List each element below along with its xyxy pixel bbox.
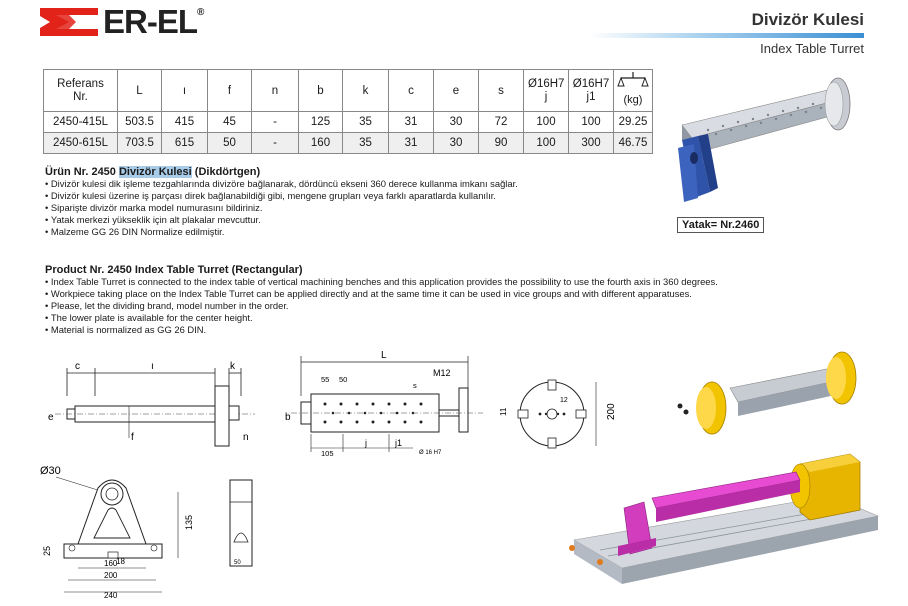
table-cell: -: [252, 133, 299, 154]
product-photo: [668, 70, 868, 210]
table-cell: -: [252, 112, 299, 133]
col-b: b: [299, 70, 343, 112]
table-cell: 35: [343, 133, 389, 154]
dim-k: k: [230, 361, 235, 372]
turkish-title-highlight: Divizör Kulesi: [118, 166, 192, 178]
turkish-title: [45, 166, 665, 178]
dim-j: j: [365, 438, 367, 448]
registered-mark: ®: [197, 7, 204, 18]
table-cell: 2450-415L: [44, 112, 118, 133]
dim-j1: j1: [395, 438, 403, 448]
turkish-bullets: [45, 178, 665, 238]
dim-11: 11: [499, 407, 508, 416]
col-L: L: [118, 70, 162, 112]
list-item: • Workpiece taking place on the Index Table Turret can be applied directly and at the same time it can be used in vice groups and with different apparatuses.: [45, 288, 865, 300]
top-view-drawing: [283, 348, 493, 460]
dim-c: c: [75, 361, 80, 372]
table-cell: 415: [162, 112, 208, 133]
bearing-reference-label: Yatak= Nr.2460: [677, 217, 764, 233]
table-cell: 2450-615L: [44, 133, 118, 154]
col-weight: [614, 70, 653, 112]
list-item: • Index Table Turret is connected to the index table of vertical machining benches and this application provides the possibility to use the fourth axis in 360 degrees.: [45, 276, 865, 288]
table-cell: 100: [524, 112, 569, 133]
table-cell: 703.5: [118, 133, 162, 154]
table-cell: 29.25: [614, 112, 653, 133]
bearing-front-drawing: [38, 462, 198, 600]
dim-200: 200: [606, 403, 617, 420]
dim-50: 50: [339, 375, 348, 384]
dim-240: 240: [104, 591, 118, 600]
dim-n: n: [243, 432, 249, 443]
list-item: • Siparişte divizör marka model numurasını bildiriniz.: [45, 202, 665, 214]
col-c: c: [389, 70, 434, 112]
col-j1: Ø16H7 j1: [569, 70, 614, 112]
dim-55: 55: [321, 375, 330, 384]
col-l: ı: [162, 70, 208, 112]
english-bullets: [45, 276, 865, 336]
dim-50b: 50: [234, 560, 241, 566]
dim-m12: M12: [433, 368, 451, 378]
table-cell: 50: [208, 133, 252, 154]
table-cell: 125: [299, 112, 343, 133]
list-item: • Malzeme GG 26 DIN Normalize edilmiştir.: [45, 226, 665, 238]
table-row: [44, 133, 653, 154]
table-cell: 300: [569, 133, 614, 154]
weight-unit: (kg): [623, 94, 643, 106]
dim-f: f: [131, 432, 134, 443]
turkish-title-suffix: (Dikdörtgen): [191, 166, 261, 178]
table-cell: 100: [569, 112, 614, 133]
table-cell: 100: [524, 133, 569, 154]
end-view-drawing: [496, 374, 617, 460]
turkish-title-prefix: Ürün Nr. 2450: [45, 166, 119, 178]
dim-L: L: [381, 350, 387, 361]
dim-h7: Ø 16 H7: [419, 450, 442, 456]
turkish-description: [45, 166, 665, 238]
brand-name: ER-EL: [103, 3, 197, 40]
dim-200b: 200: [104, 571, 118, 580]
side-view-drawing: [45, 356, 265, 456]
dim-135: 135: [184, 514, 194, 530]
table-cell: 31: [389, 112, 434, 133]
col-s: s: [479, 70, 524, 112]
table-cell: 30: [434, 133, 479, 154]
brand-logo-mark: [40, 8, 98, 36]
dim-s: s: [413, 381, 417, 390]
english-description: [45, 264, 865, 336]
title-accent-bar: [590, 33, 864, 38]
dim-d30: Ø30: [40, 465, 61, 477]
dim-b: b: [285, 412, 291, 423]
dim-105: 105: [321, 449, 334, 458]
table-cell: 503.5: [118, 112, 162, 133]
table-cell: 46.75: [614, 133, 653, 154]
dim-l: ı: [151, 361, 154, 372]
list-item: • Divizör kulesi dik işleme tezgahlarında divizöre bağlanarak, dördüncü ekseni 360 derece kullanma imkanı sağlar.: [45, 178, 665, 190]
col-ref: Referans Nr.: [44, 70, 118, 112]
table-cell: 72: [479, 112, 524, 133]
table-cell: 160: [299, 133, 343, 154]
col-j: Ø16H7 j: [524, 70, 569, 112]
table-header-row: [44, 70, 653, 112]
bearing-side-drawing: [222, 476, 258, 572]
list-item: • The lower plate is available for the center height.: [45, 312, 865, 324]
col-k: k: [343, 70, 389, 112]
table-cell: 615: [162, 133, 208, 154]
table-cell: 31: [389, 133, 434, 154]
dim-25: 25: [42, 545, 52, 556]
page-title-en: Index Table Turret: [760, 41, 864, 56]
spec-table: [43, 69, 653, 154]
list-item: • Yatak merkezi yükseklik için alt plakalar mevcuttur.: [45, 214, 665, 226]
dim-18b: 18: [116, 557, 125, 566]
list-item: • Please, let the dividing brand, model number in the order.: [45, 300, 865, 312]
page-title-tr: Divizör Kulesi: [751, 10, 864, 29]
col-f: f: [208, 70, 252, 112]
brand-logo: [103, 3, 203, 41]
scale-icon: [618, 72, 648, 92]
dim-e: e: [48, 412, 54, 423]
col-e: e: [434, 70, 479, 112]
list-item: • Material is normalized as GG 26 DIN.: [45, 324, 865, 336]
table-cell: 90: [479, 133, 524, 154]
assembly-render-bottom: [560, 450, 880, 600]
assembly-render-top: [672, 350, 872, 450]
table-cell: 45: [208, 112, 252, 133]
table-row: [44, 112, 653, 133]
table-cell: 30: [434, 112, 479, 133]
dim-12: 12: [560, 397, 568, 404]
table-cell: 35: [343, 112, 389, 133]
list-item: • Divizör kulesi üzerine iş parçası direk bağlanabildiği gibi, mengene grupları veya farklı aparatlarda kullanılır.: [45, 190, 665, 202]
col-n: n: [252, 70, 299, 112]
dim-160: 160: [104, 559, 118, 568]
english-title: Product Nr. 2450 Index Table Turret (Rectangular): [45, 264, 303, 276]
